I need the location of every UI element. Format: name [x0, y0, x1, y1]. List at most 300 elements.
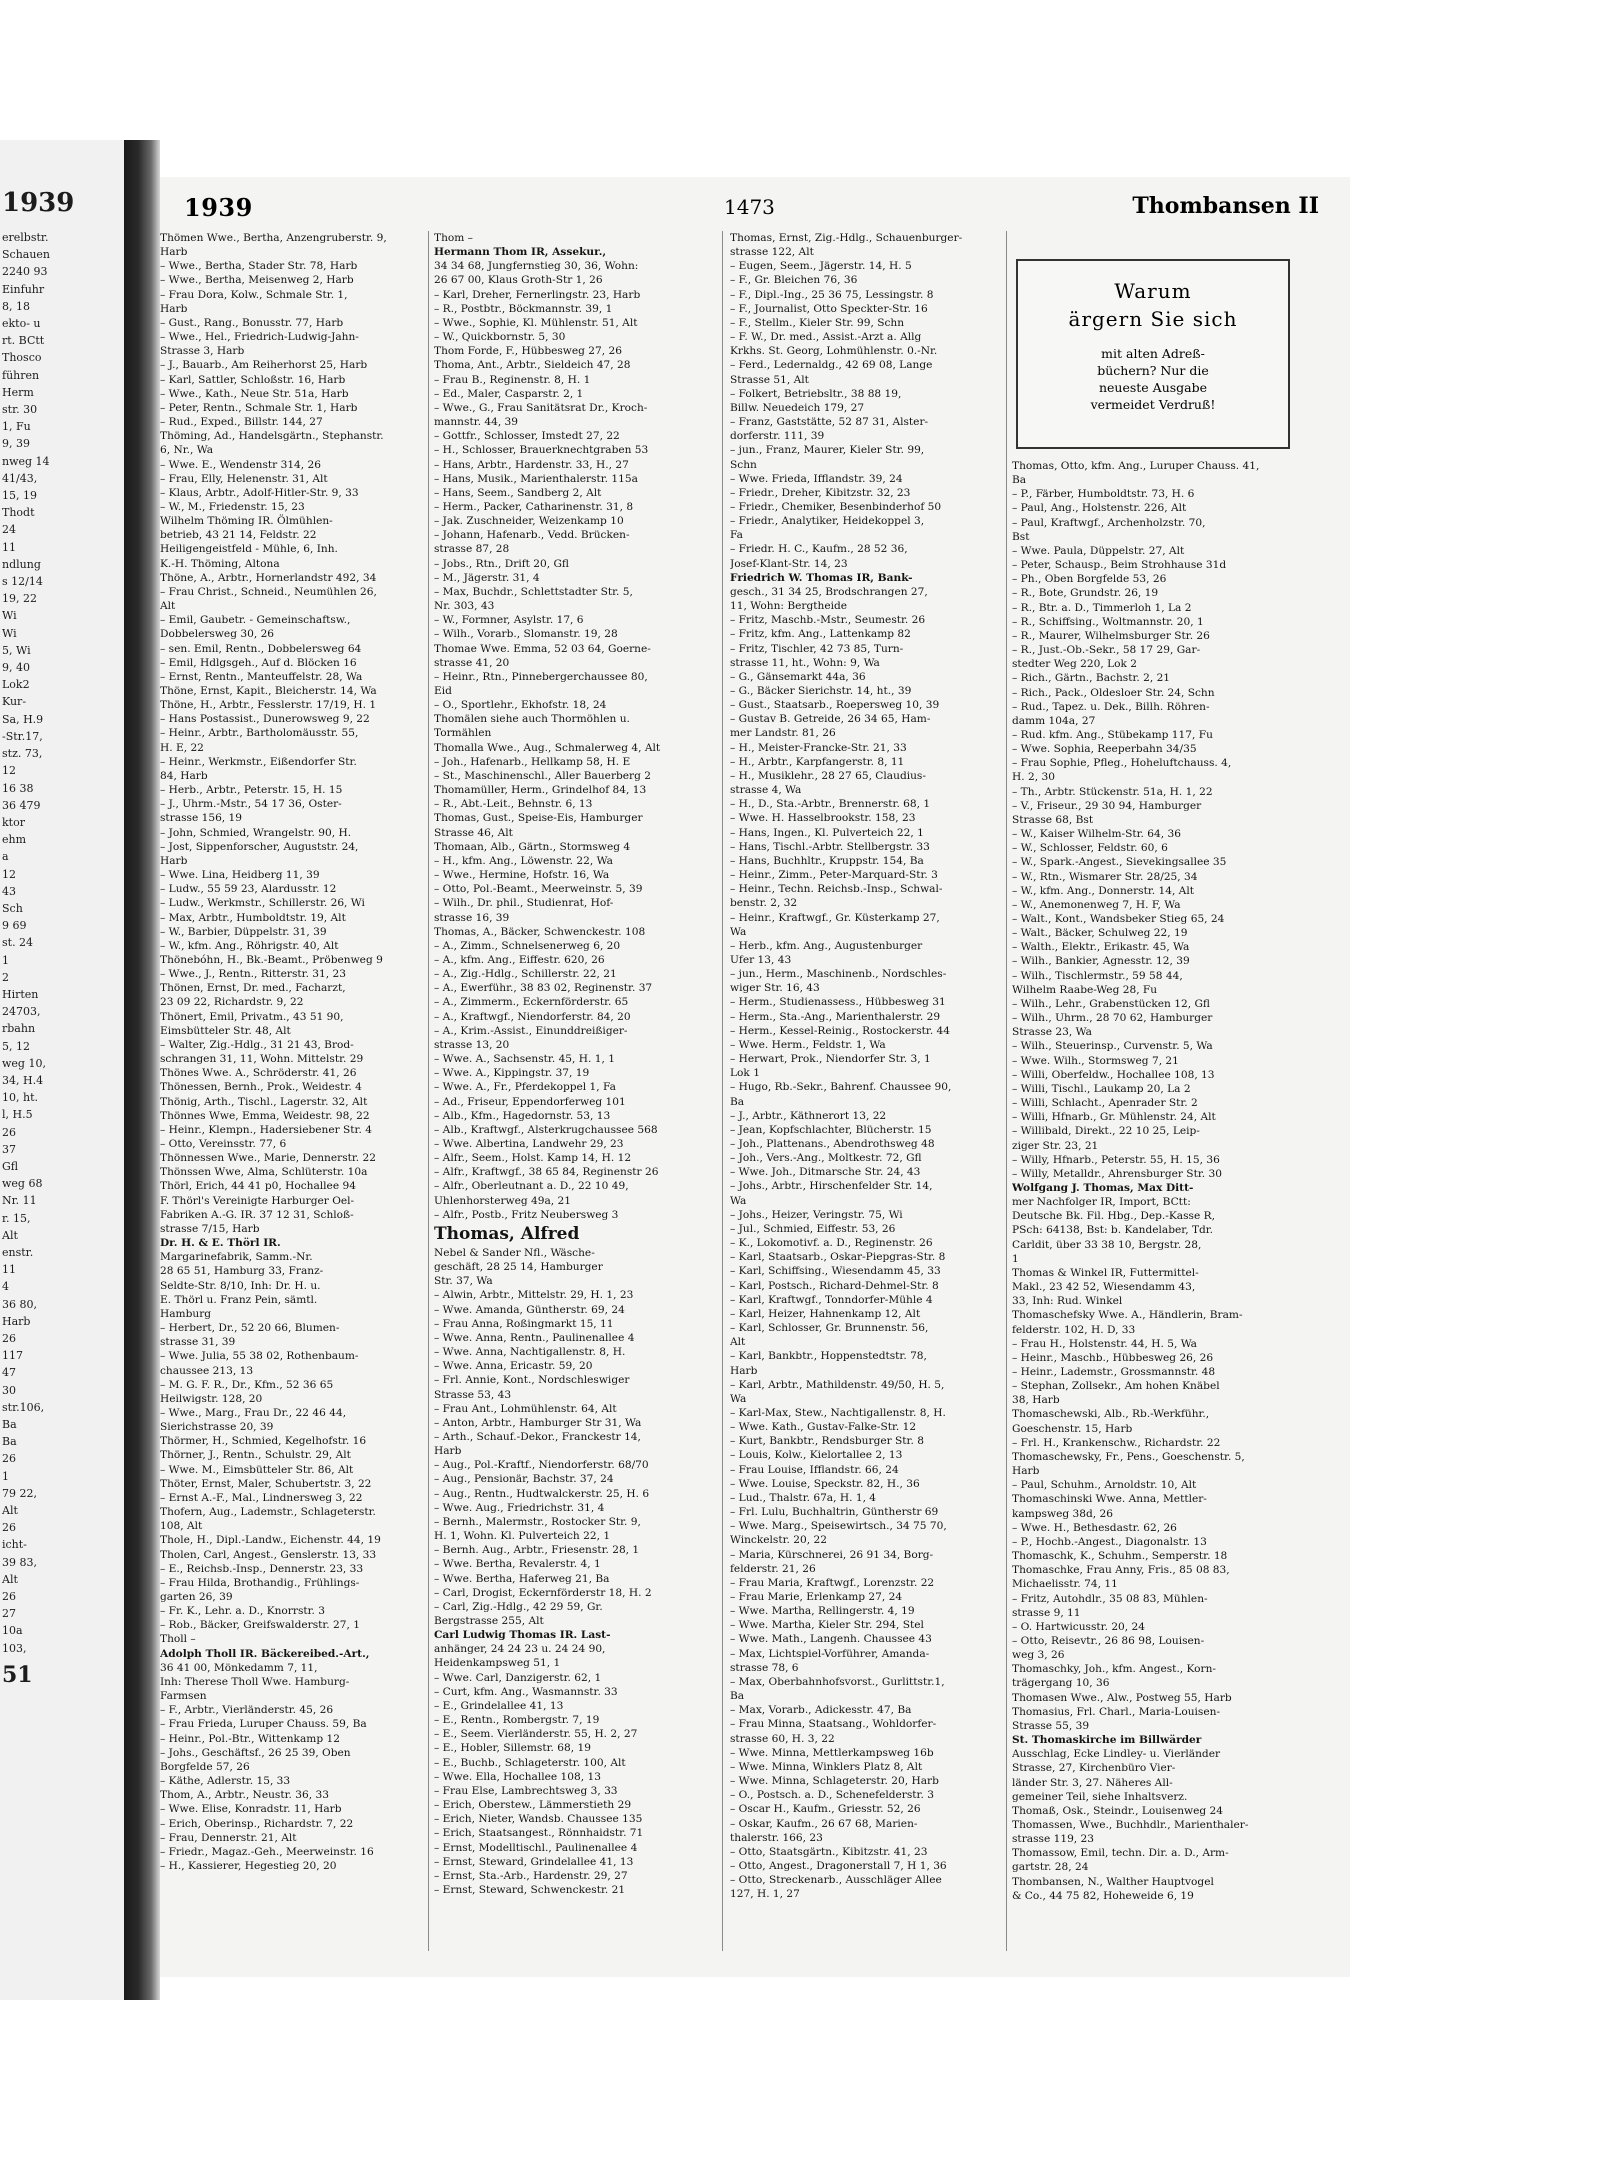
adjacent-page-line: 24	[2, 523, 16, 537]
directory-entry: – Oscar H., Kaufm., Griesstr. 52, 26	[730, 1803, 921, 1816]
directory-entry: – Wwe. Minna, Winklers Platz 8, Alt	[730, 1760, 923, 1773]
directory-entry: Thofern, Aug., Lademstr., Schlageterstr.	[160, 1506, 376, 1519]
directory-entry: – Hugo, Rb.-Sekr., Bahrenf. Chaussee 90,	[730, 1081, 952, 1094]
directory-entry: – O. Hartwicusstr. 20, 24	[1012, 1620, 1146, 1633]
adjacent-page-line: rbahn	[2, 1022, 36, 1036]
directory-entry: – Gust., Staatsarb., Roepersweg 10, 39	[730, 699, 940, 712]
directory-entry: – Willibald, Direkt., 22 10 25, Leip-	[1012, 1125, 1200, 1138]
adjacent-page-line: Wi	[2, 626, 17, 640]
directory-column-2	[434, 231, 699, 1897]
directory-entry: – Franz, Gaststätte, 52 87 31, Alster-	[730, 416, 929, 429]
directory-entry: – E., Rentn., Rombergstr. 7, 19	[434, 1714, 600, 1727]
column-divider	[722, 231, 723, 1951]
directory-entry: Strasse 53, 43	[434, 1388, 512, 1401]
directory-entry: – R., Maurer, Wilhelmsburger Str. 26	[1012, 629, 1210, 642]
directory-entry: – Frau Ant., Lohmühlenstr. 64, Alt	[434, 1402, 617, 1415]
directory-entry: – Wwe. M., Eimsbütteler Str. 86, Alt	[160, 1463, 354, 1476]
directory-entry: – Jost, Sippenforscher, Auguststr. 24,	[160, 840, 359, 853]
name-range-heading: Thombansen II	[1132, 193, 1319, 219]
directory-entry: – Karl, Bankbtr., Hoppenstedtstr. 78,	[730, 1350, 927, 1363]
adjacent-page-line: 47	[2, 1366, 16, 1380]
directory-entry: – Willi, Tischl., Laukamp 20, La 2	[1012, 1082, 1191, 1095]
directory-entry: – W., kfm. Ang., Donnerstr. 14, Alt	[1012, 884, 1194, 897]
adjacent-page-line: 12	[2, 764, 16, 778]
adjacent-page-line: Einfuhr	[2, 282, 45, 296]
directory-entry: – A., Zimm., Schnelsenerweg 6, 20	[434, 939, 621, 952]
directory-entry: – Herbert, Dr., 52 20 66, Blumen-	[160, 1322, 340, 1335]
directory-entry: – K., Lokomotivf. a. D., Reginenstr. 26	[730, 1237, 933, 1250]
directory-column-1	[160, 231, 422, 1873]
directory-entry: Harb	[160, 302, 188, 315]
directory-entry: – Frl. Annie, Kont., Nordschleswiger	[434, 1374, 630, 1387]
directory-entry: betrieb, 43 21 14, Feldstr. 22	[160, 529, 317, 542]
directory-entry: Thönebóhn, H., Bk.-Beamt., Pröbenweg 9	[160, 953, 383, 966]
directory-entry: Thöter, Ernst, Maler, Schubertstr. 3, 22	[160, 1477, 372, 1490]
directory-entry: – R., Schiffsing., Woltmannstr. 20, 1	[1012, 615, 1204, 628]
directory-entry: 84, Harb	[160, 769, 208, 782]
directory-entry: Harb	[730, 1364, 758, 1377]
directory-entry: – Hans, Tischl.-Arbtr. Stellbergstr. 33	[730, 840, 930, 853]
directory-entry: – Wwe. A., Kippingstr. 37, 19	[434, 1067, 590, 1080]
adjacent-page-line: icht-	[2, 1538, 27, 1552]
directory-entry: Thole, H., Dipl.-Landw., Eichenstr. 44, 19	[160, 1534, 381, 1547]
directory-entry: – W., Anemonenweg 7, H. F, Wa	[1012, 898, 1181, 911]
directory-entry: – Wilh., Tischlermstr., 59 58 44,	[1012, 969, 1183, 982]
adjacent-page-line: 1, Fu	[2, 420, 31, 434]
directory-entry: – W., Formner, Asylstr. 17, 6	[434, 614, 584, 627]
adjacent-page-line: 26	[2, 1521, 16, 1535]
directory-entry: – Jobs., Rtn., Drift 20, Gfl	[434, 557, 570, 570]
directory-entry: Thöne, Ernst, Kapit., Bleicherstr. 14, Wa	[160, 685, 377, 697]
directory-entry: Friedrich W. Thomas IR, Bank-	[730, 571, 913, 584]
directory-entry: – E., Seem. Vierländerstr. 55, H. 2, 27	[434, 1728, 638, 1741]
adjacent-page-line: ehm	[2, 833, 27, 847]
adjacent-page-line: weg 68	[2, 1177, 43, 1191]
adjacent-page-line: 1	[2, 1469, 9, 1483]
directory-entry: Harb	[1012, 1465, 1040, 1478]
directory-entry: Ba	[730, 1095, 745, 1108]
adjacent-page-line: 30	[2, 1383, 16, 1397]
directory-entry: – R., Postbtr., Böckmannstr. 39, 1	[434, 302, 613, 315]
directory-entry: strasse 87, 28	[434, 543, 510, 556]
directory-entry: – Herm., Packer, Catharinenstr. 31, 8	[434, 500, 634, 513]
directory-entry: Heidenkampsweg 51, 1	[434, 1657, 561, 1670]
directory-entry: strasse 41, 20	[434, 656, 510, 669]
directory-entry: Thom, A., Arbtr., Neustr. 36, 33	[160, 1789, 329, 1802]
directory-entry: – Peter, Rentn., Schmale Str. 1, Harb	[160, 401, 358, 414]
directory-entry: – Gust., Rang., Bonusstr. 77, Harb	[160, 316, 344, 329]
directory-entry: Strasse 68, Bst	[1012, 813, 1094, 826]
directory-entry: – Heinr., Werkmstr., Eißendorfer Str.	[160, 755, 357, 768]
adjacent-page-line: 26	[2, 1452, 16, 1466]
directory-entry: – Rud., Exped., Billstr. 144, 27	[160, 416, 323, 429]
directory-entry: – Frau, Dennerstr. 21, Alt	[160, 1831, 297, 1844]
directory-entry: – W., Schlosser, Feldstr. 60, 6	[1012, 842, 1168, 855]
directory-entry: – Fritz, Maschb.-Mstr., Seumestr. 26	[730, 614, 926, 627]
adjacent-page-line: nweg 14	[2, 454, 50, 468]
directory-entry: – Frau Louise, Ifflandstr. 66, 24	[730, 1463, 899, 1476]
adjacent-page-line: Nr. 11	[2, 1194, 37, 1208]
adjacent-page-line: Ba	[2, 1435, 17, 1449]
directory-entry: – Wwe. Math., Langenh. Chaussee 43	[730, 1633, 932, 1646]
page-year: 1939	[184, 193, 253, 222]
directory-entry: – Frau Dora, Kolw., Schmale Str. 1,	[160, 288, 348, 301]
directory-entry: – Frau Sophie, Pfleg., Hoheluftchauss. 4,	[1012, 757, 1232, 770]
directory-entry: – Wwe., Sophie, Kl. Mühlenstr. 51, Alt	[434, 316, 638, 329]
directory-entry: – Fritz, Tischler, 42 73 85, Turn-	[730, 642, 904, 655]
directory-entry: – Erich, Staatsangest., Rönnhaidstr. 71	[434, 1827, 644, 1840]
directory-entry: Tormählen	[434, 727, 492, 740]
directory-entry: – Wilh., Bankier, Agnesstr. 12, 39	[1012, 955, 1190, 968]
directory-entry: – H., Schlosser, Brauerknechtgraben 53	[434, 444, 649, 457]
directory-entry: strasse 16, 39	[434, 911, 510, 924]
directory-column-4	[1012, 459, 1297, 1903]
directory-entry: Wilhelm Raabe-Weg 28, Fu	[1012, 983, 1158, 996]
directory-entry: F. Thörl's Vereinigte Harburger Oel-	[160, 1194, 355, 1207]
directory-entry: benstr. 2, 32	[730, 897, 798, 910]
directory-entry: Hermann Thom IR, Assekur.,	[434, 246, 607, 259]
directory-entry: – Heinr., Rtn., Pinnebergerchaussee 80,	[434, 670, 648, 683]
directory-entry: Thom Forde, F., Hübbesweg 27, 26	[434, 345, 622, 358]
directory-entry: Bergstrasse 255, Alt	[434, 1615, 544, 1627]
directory-entry: – Alb., Kfm., Hagedornstr. 53, 13	[434, 1109, 611, 1122]
directory-entry: Alt	[730, 1336, 746, 1349]
directory-entry: – Heinr., Pol.-Btr., Wittenkamp 12	[160, 1732, 340, 1745]
adjacent-page-lines	[0, 229, 124, 1657]
directory-entry: Thönessen, Bernh., Prok., Weidestr. 4	[160, 1081, 362, 1094]
directory-entry: – St., Maschinenschl., Aller Bauerberg 2	[434, 769, 652, 782]
directory-entry: – Herb., Arbtr., Peterstr. 15, H. 15	[160, 784, 343, 797]
adjacent-page-line: erelbstr.	[2, 231, 49, 244]
directory-entry: – Ernst, Modelltischl., Paulinenallee 4	[434, 1841, 638, 1854]
ad-subheadline: ärgern Sie sich	[1068, 307, 1238, 331]
directory-entry: – Aug., Rentn., Hudtwalckerstr. 25, H. 6	[434, 1487, 650, 1500]
adjacent-page-line: 10a	[2, 1624, 23, 1638]
directory-entry: – Frau Christ., Schneid., Neumühlen 26,	[160, 585, 377, 598]
directory-entry: – Wwe., Hel., Friedrich-Ludwig-Jahn-	[160, 331, 359, 344]
directory-entry: H. 2, 30	[1012, 771, 1055, 784]
directory-entry: Carldit, über 33 38 10, Bergstr. 28,	[1012, 1238, 1202, 1251]
directory-entry: 28 65 51, Hamburg 33, Franz-	[160, 1265, 324, 1278]
directory-entry: – Hans, Ingen., Kl. Pulverteich 22, 1	[730, 826, 924, 839]
directory-entry: Bst	[1012, 530, 1030, 543]
directory-entry: – Wwe. Anna, Nachtigallenstr. 8, H.	[434, 1346, 626, 1359]
adjacent-page-line: 26	[2, 1125, 16, 1139]
directory-entry: – Hans, Musik., Marienthalerstr. 115a	[434, 472, 638, 485]
directory-entry: Thomas, Ernst, Zig.-Hdlg., Schauenburger-	[730, 232, 963, 244]
directory-entry: – Frau Maria, Kraftwgf., Lorenzstr. 22	[730, 1576, 935, 1589]
adjacent-page-line: 1	[2, 953, 9, 967]
adjacent-page-line: Herm	[2, 385, 34, 399]
directory-entry: – Wwe., Hermine, Hofstr. 16, Wa	[434, 869, 610, 882]
directory-entry: – Eugen, Seem., Jägerstr. 14, H. 5	[730, 260, 912, 273]
directory-entry: – Frl. Lulu, Buchhaltrin, Güntherstr 69	[730, 1506, 939, 1519]
directory-entry: Wa	[730, 925, 747, 938]
directory-entry: – Heinr., Klempn., Hadersiebener Str. 4	[160, 1123, 372, 1136]
directory-entry: garten 26, 39	[160, 1591, 233, 1603]
directory-entry: – Paul, Kraftwgf., Archenholzstr. 70,	[1012, 516, 1206, 529]
adjacent-page-line: Ba	[2, 1418, 17, 1432]
directory-entry: – Wwe. Minna, Mettlerkampsweg 16b	[730, 1746, 934, 1759]
directory-entry: – H., D., Sta.-Arbtr., Brennerstr. 68, 1	[730, 798, 931, 811]
directory-entry: Thomamüller, Herm., Grindelhof 84, 13	[434, 784, 647, 797]
adjacent-page-line: 43	[2, 884, 16, 898]
directory-entry: – Paul, Ang., Holstenstr. 226, Alt	[1012, 502, 1187, 515]
directory-entry: – sen. Emil, Rentn., Dobbelersweg 64	[160, 642, 362, 655]
directory-entry: – R., Bote, Grundstr. 26, 19	[1012, 587, 1159, 600]
directory-entry: – W., kfm. Ang., Röhrigstr. 40, Alt	[160, 939, 339, 952]
directory-entry: – Wwe. Elise, Konradstr. 11, Harb	[160, 1803, 342, 1816]
ad-body-line: büchern? Nur die	[1097, 363, 1209, 378]
directory-entry: – Fr. K., Lehr. a. D., Knorrstr. 3	[160, 1605, 326, 1618]
directory-entry: Eimsbütteler Str. 48, Alt	[160, 1024, 291, 1037]
directory-entry: – Wwe. Anna, Ericastr. 59, 20	[434, 1360, 593, 1373]
scan-margin-top	[0, 0, 1600, 46]
directory-entry: – Friedr., Magaz.-Geh., Meerweinstr. 16	[160, 1845, 374, 1858]
directory-entry: – J., Bauarb., Am Reiherhorst 25, Harb	[160, 359, 368, 372]
directory-entry: – Wilh., Lehr., Grabenstücken 12, Gfl	[1012, 997, 1210, 1010]
directory-entry: – Peter, Schausp., Beim Strohhause 31d	[1012, 559, 1227, 572]
directory-entry: Lok 1	[730, 1067, 760, 1080]
directory-entry: – Wilh., Vorarb., Slomanstr. 19, 28	[434, 628, 618, 641]
directory-entry: – jun., Franz, Maurer, Kieler Str. 99,	[730, 444, 925, 457]
directory-entry: weg 3, 26	[1012, 1649, 1065, 1662]
adjacent-page-line: r. 15,	[2, 1211, 31, 1225]
directory-entry: – Käthe, Adlerstr. 15, 33	[160, 1775, 291, 1788]
directory-entry: Ba	[730, 1690, 745, 1703]
adjacent-page-line: 12	[2, 867, 16, 881]
directory-entry: – Frau Minna, Staatsang., Wohldorfer-	[730, 1718, 937, 1731]
directory-entry: – H., Musiklehr., 28 27 65, Claudius-	[730, 769, 926, 782]
directory-entry: kampsweg 38d, 26	[1012, 1507, 1113, 1520]
directory-entry: Josef-Klant-Str. 14, 23	[730, 557, 848, 570]
adjacent-page-line: str.106,	[2, 1400, 45, 1414]
directory-entry: – Frl. H., Krankenschw., Richardstr. 22	[1012, 1436, 1221, 1449]
directory-entry: Tholen, Carl, Angest., Genslerstr. 13, 33	[160, 1548, 377, 1561]
directory-entry: – Otto, Reisevtr., 26 86 98, Louisen-	[1012, 1634, 1205, 1647]
adjacent-page-line: Thosco	[2, 351, 42, 365]
directory-entry: – Walt., Bäcker, Schulweg 22, 19	[1012, 927, 1188, 940]
adjacent-page-line: Sa, H.9	[2, 712, 44, 726]
directory-entry: felderstr. 102, H. D, 33	[1012, 1323, 1136, 1336]
adjacent-page-line: 79 22,	[2, 1486, 37, 1500]
directory-entry: Ufer 13, 43	[730, 953, 792, 966]
adjacent-page-line: Wi	[2, 609, 17, 623]
directory-entry: – Erich, Oberstew., Lämmerstieth 29	[434, 1799, 632, 1812]
directory-entry: – Friedr. H. C., Kaufm., 28 52 36,	[730, 543, 908, 556]
directory-entry: Thomassow, Emil, techn. Dir. a. D., Arm-	[1012, 1847, 1229, 1860]
directory-entry: – Wwe. Kath., Gustav-Falke-Str. 12	[730, 1421, 917, 1434]
directory-entry: Thomas, A., Bäcker, Schwenckestr. 108	[434, 925, 646, 938]
directory-entry: Thomalla Wwe., Aug., Schmalerweg 4, Alt	[434, 741, 661, 754]
adjacent-page-line: 36 479	[2, 798, 41, 812]
directory-entry: trägergang 10, 36	[1012, 1677, 1110, 1690]
directory-entry: – Karl-Max, Stew., Nachtigallenstr. 8, H.	[730, 1406, 946, 1419]
directory-entry: Thörmer, H., Schmied, Kegelhofstr. 16	[160, 1435, 367, 1448]
directory-entry: Thomae Wwe. Emma, 52 03 64, Goerne-	[434, 642, 651, 655]
directory-entry: 34 34 68, Jungfernstieg 30, 36, Wohn:	[434, 260, 639, 273]
directory-entry: – Wilh., Uhrm., 28 70 62, Hamburger	[1012, 1012, 1213, 1025]
directory-entry: – Hans, Arbtr., Hardenstr. 33, H., 27	[434, 458, 629, 471]
directory-entry: – Ludw., Werkmstr., Schillerstr. 26, Wi	[160, 897, 365, 910]
directory-entry: – Ernst, Steward, Schwenckestr. 21	[434, 1883, 626, 1896]
directory-entry: – H., Kassierer, Hegestieg 20, 20	[160, 1859, 337, 1872]
directory-entry: Hamburg	[160, 1307, 212, 1320]
directory-entry: – Karl, Schiffsing., Wiesendamm 45, 33	[730, 1265, 941, 1278]
directory-entry: 127, H. 1, 27	[730, 1888, 800, 1901]
directory-entry: – Willy, Hfnarb., Peterstr. 55, H. 15, 36	[1012, 1153, 1220, 1166]
directory-entry: – Otto, Streckenarb., Ausschläger Allee	[730, 1874, 942, 1887]
adjacent-page-line: 37	[2, 1142, 16, 1156]
directory-entry: – Ludw., 55 59 23, Alardusstr. 12	[160, 883, 337, 896]
directory-entry: – Frau B., Reginenstr. 8, H. 1	[434, 373, 591, 386]
adjacent-page-line: Harb	[2, 1314, 31, 1328]
directory-entry: – Frau H., Holstenstr. 44, H. 5, Wa	[1012, 1337, 1197, 1350]
directory-entry: Dobbelersweg 30, 26	[160, 628, 275, 641]
directory-entry: – H., kfm. Ang., Löwenstr. 22, Wa	[434, 854, 613, 867]
scan-margin-right	[1350, 177, 1600, 2000]
directory-entry: – P., Hochb.-Angest., Diagonalstr. 13	[1012, 1535, 1207, 1548]
directory-entry: – H., Meister-Francke-Str. 21, 33	[730, 741, 907, 754]
directory-entry: Strasse 23, Wa	[1012, 1026, 1092, 1039]
directory-entry: 33, Inh: Rud. Winkel	[1012, 1295, 1123, 1308]
directory-entry: – Lud., Thalstr. 67a, H. 1, 4	[730, 1491, 877, 1504]
directory-entry: – Frau Marie, Erlenkamp 27, 24	[730, 1591, 903, 1603]
adjacent-page-line: 11	[2, 1263, 16, 1277]
directory-entry: – Paul, Schuhm., Arnoldstr. 10, Alt	[1012, 1479, 1197, 1492]
directory-entry: Harb	[160, 854, 188, 867]
directory-entry: – Heinr., Lademstr., Grossmannstr. 48	[1012, 1366, 1216, 1378]
adjacent-page-line: 5, 12	[2, 1039, 30, 1053]
directory-entry: – F., Journalist, Otto Speckter-Str. 16	[730, 302, 928, 315]
directory-entry: Thönig, Arth., Tischl., Lagerstr. 32, Alt	[160, 1095, 368, 1108]
directory-entry: – M. G. F. R., Dr., Kfm., 52 36 65	[160, 1378, 334, 1391]
directory-entry: St. Thomaskirche im Billwärder	[1012, 1734, 1202, 1747]
directory-entry: – Wwe. Minna, Schlageterstr. 20, Harb	[730, 1775, 939, 1788]
directory-entry: – Willi, Schlacht., Apenrader Str. 2	[1012, 1097, 1198, 1110]
directory-entry: Thöne, H., Arbtr., Fesslerstr. 17/19, H. 1	[160, 699, 377, 712]
directory-entry: – F., Gr. Bleichen 76, 36	[730, 274, 858, 287]
directory-entry: – R., Just.-Ob.-Sekr., 58 17 29, Gar-	[1012, 644, 1201, 657]
directory-entry: – Alfr., Postb., Fritz Neubersweg 3	[434, 1208, 619, 1221]
directory-entry: – Joh., Plattenans., Abendrothsweg 48	[730, 1138, 935, 1150]
directory-entry: – Otto, Pol.-Beamt., Meerweinstr. 5, 39	[434, 883, 643, 896]
directory-entry: – Wwe. Louise, Speckstr. 82, H., 36	[730, 1477, 920, 1490]
directory-entry: – A., Zig.-Hdlg., Schillerstr. 22, 21	[434, 968, 617, 981]
directory-entry: – Ernst, Rentn., Manteuffelstr. 28, Wa	[160, 670, 363, 683]
directory-entry: Heilwigstr. 128, 20	[160, 1392, 263, 1405]
directory-entry: 38, Harb	[1012, 1394, 1060, 1407]
adjacent-page-line: Thodt	[2, 506, 35, 520]
directory-entry: Thom –	[434, 232, 473, 244]
adjacent-page-line: 26	[2, 1332, 16, 1345]
directory-entry: Ausschlag, Ecke Lindley- u. Vierländer	[1012, 1748, 1221, 1761]
directory-entry: – P., Färber, Humboldtstr. 73, H. 6	[1012, 488, 1195, 501]
directory-entry: – Wwe., G., Frau Sanitätsrat Dr., Kroch-	[434, 401, 648, 414]
adjacent-page-line: 4	[2, 1280, 9, 1294]
adjacent-page-line: 41/43,	[2, 471, 38, 485]
directory-entry: – Willi, Hfnarb., Gr. Mühlenstr. 24, Alt	[1012, 1111, 1216, 1124]
directory-entry: Wa	[730, 1194, 747, 1207]
adjacent-page-line: Hirten	[2, 987, 39, 1001]
directory-entry: – Ernst A.-F., Mal., Lindnersweg 3, 22	[160, 1491, 363, 1504]
directory-entry: – Wwe. Albertina, Landwehr 29, 23	[434, 1138, 624, 1150]
directory-entry: felderstr. 21, 26	[730, 1562, 816, 1575]
adjacent-page-line: rt. BCtt	[2, 334, 45, 348]
directory-entry: PSch: 64138, Bst: b. Kandelaber, Tdr.	[1012, 1224, 1214, 1237]
directory-entry: chaussee 213, 13	[160, 1364, 254, 1377]
advertisement-box	[1016, 259, 1290, 449]
directory-entry: – Karl, Postsch., Richard-Dehmel-Str. 8	[730, 1279, 939, 1292]
directory-entry: – Frau, Elly, Helenenstr. 31, Alt	[160, 472, 328, 485]
directory-entry: – Alwin, Arbtr., Mittelstr. 29, H. 1, 23	[434, 1289, 634, 1302]
directory-entry: – Carl, Drogist, Eckernförderstr 18, H. 2	[434, 1586, 652, 1599]
directory-entry: – Karl, Arbtr., Mathildenstr. 49/50, H. 5,	[730, 1378, 945, 1391]
adjacent-page-line: Lok2	[2, 678, 30, 692]
directory-entry: – Klaus, Arbtr., Adolf-Hitler-Str. 9, 33	[160, 486, 359, 499]
directory-entry: – Joh., Vers.-Ang., Moltkestr. 72, Gfl	[730, 1152, 922, 1165]
directory-entry: anhänger, 24 24 23 u. 24 24 90,	[434, 1643, 606, 1656]
directory-entry: – Wwe. Wilh., Stormsweg 7, 21	[1012, 1054, 1179, 1067]
adjacent-page-line: 5, Wi	[2, 643, 31, 657]
directory-entry: – Walt., Kont., Wandsbeker Stieg 65, 24	[1012, 913, 1225, 925]
directory-entry: Adolph Tholl IR. Bäckereibed.-Art.,	[160, 1647, 370, 1660]
directory-entry: gemeiner Teil, siehe Inhaltsverz.	[1012, 1790, 1188, 1803]
directory-entry: – Karl, Heizer, Hahnenkamp 12, Alt	[730, 1307, 921, 1320]
directory-entry: – Wwe. A., Sachsenstr. 45, H. 1, 1	[434, 1053, 615, 1066]
directory-entry: Thomaschinski Wwe. Anna, Mettler-	[1012, 1493, 1207, 1506]
directory-entry: Michaelisstr. 74, 11	[1012, 1578, 1118, 1591]
directory-column-3	[730, 231, 998, 1901]
directory-entry: Heiligengeistfeld - Mühle, 6, Inh.	[160, 543, 338, 556]
directory-entry: – Arth., Schauf.-Dekor., Franckestr 14,	[434, 1430, 641, 1443]
directory-entry: – Frau Frieda, Luruper Chauss. 59, Ba	[160, 1718, 367, 1731]
directory-entry: Thomas & Winkel IR, Futtermittel-	[1012, 1266, 1199, 1279]
directory-entry: Tholl –	[160, 1633, 196, 1646]
directory-entry: – Otto, Vereinsstr. 77, 6	[160, 1138, 287, 1150]
directory-entry: – Aug., Pol.-Kraftf., Niendorferstr. 68/70	[434, 1459, 649, 1472]
directory-entry: – jun., Herm., Maschinenb., Nordschles-	[730, 968, 947, 981]
directory-entry: strasse 7/15, Harb	[160, 1222, 260, 1235]
adjacent-page-line: ekto- u	[2, 317, 41, 331]
directory-entry: gesch., 31 34 25, Brodschrangen 27,	[730, 585, 928, 598]
directory-entry: – Rich., Gärtn., Bachstr. 2, 21	[1012, 672, 1171, 685]
directory-entry: – E., Hobler, Sillemstr. 68, 19	[434, 1742, 591, 1755]
directory-entry: – F., Stellm., Kieler Str. 99, Schn	[730, 316, 905, 329]
directory-entry: – Alfr., Seem., Holst. Kamp 14, H. 12	[434, 1152, 632, 1165]
directory-entry: – J., Arbtr., Käthnerort 13, 22	[730, 1109, 887, 1122]
directory-entry: – Friedr., Analytiker, Heidekoppel 3,	[730, 515, 925, 528]
directory-entry: – W., M., Friedenstr. 15, 23	[160, 500, 305, 513]
directory-entry: – E., Buchb., Schlageterstr. 100, Alt	[434, 1756, 626, 1769]
directory-entry: – Wwe. Frieda, Ifflandstr. 39, 24	[730, 472, 903, 485]
directory-entry: – Bernh. Aug., Arbtr., Friesenstr. 28, 1	[434, 1544, 640, 1557]
directory-entry: Borgfelde 57, 26	[160, 1760, 250, 1773]
directory-entry: Fa	[730, 529, 743, 542]
adjacent-page-line: s 12/14	[2, 575, 43, 589]
adjacent-page-footer: 51	[2, 1661, 33, 1688]
ad-body-line: vermeidet Verdruß!	[1090, 397, 1216, 412]
adjacent-page-line: Schauen	[2, 248, 51, 262]
directory-entry: thalerstr. 166, 23	[730, 1831, 823, 1844]
directory-entry: Thomaschke, Frau Anny, Fris., 85 08 83,	[1012, 1564, 1230, 1577]
directory-entry: Wa	[730, 1392, 747, 1405]
directory-entry: – Wwe., Marg., Frau Dr., 22 46 44,	[160, 1406, 347, 1419]
directory-entry: – Karl, Kraftwgf., Tonndorfer-Mühle 4	[730, 1293, 933, 1306]
directory-entry: – Willy, Metalldr., Ahrensburger Str. 30	[1012, 1167, 1222, 1180]
directory-entry: – Wwe. Lina, Heidberg 11, 39	[160, 869, 320, 882]
directory-entry: – Alfr., Oberleutnant a. D., 22 10 49,	[434, 1180, 629, 1193]
